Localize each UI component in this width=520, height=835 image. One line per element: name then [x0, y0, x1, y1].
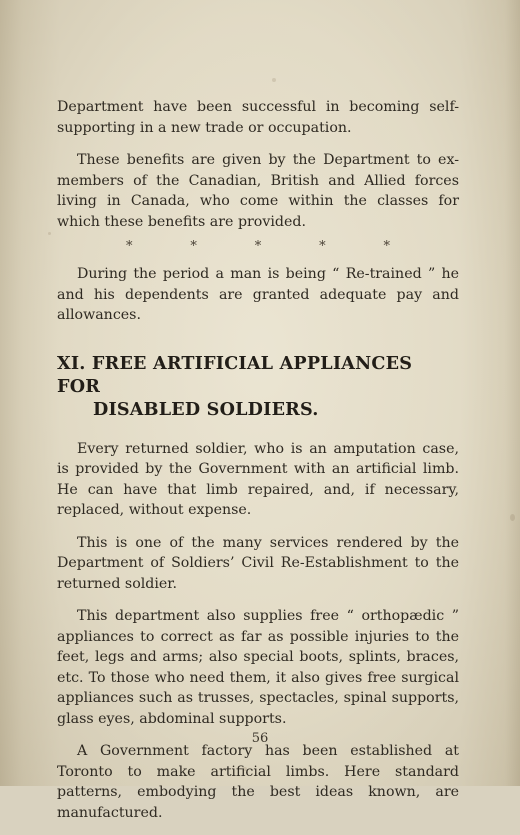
paper-stain: [510, 514, 515, 521]
heading-line-2: DISABLED SOLDIERS.: [93, 398, 319, 420]
paragraph-benefits: These benefits are given by the Department to ex-members of the Canadian, British and Allied forces living in Canada, who come within the classes for which these benefits are provided.: [57, 152, 459, 230]
paragraph-orthopaedic: This department also supplies free “ orthopædic ” appliances to correct as far as possible injuries to the feet, legs and arms; also special boots, splints, braces, etc. To those who need them, it also gives free surgical appliances such as trusses, spectacles, spinal supports, glass eyes, abdominal supports.: [57, 608, 459, 727]
paper-stain: [48, 232, 51, 235]
star-glyph: *: [319, 239, 326, 254]
star-glyph: *: [254, 239, 262, 254]
paragraph-intro: Department have been successful in becoming self-supporting in a new trade or occupation.: [57, 99, 459, 136]
star-glyph: *: [125, 239, 133, 254]
page-number: 56: [251, 731, 269, 746]
paragraph-factory: A Government factory has been established at Toronto to make artificial limbs. Here standard patterns, embodying the best ideas known, are manufactured.: [57, 743, 459, 821]
section-heading: [57, 352, 459, 421]
section-divider-stars: [57, 238, 459, 256]
page-body: [57, 97, 459, 835]
paragraph-amputation: Every returned soldier, who is an amputation case, is provided by the Government with an artificial limb. He can have that limb repaired, and, if necessary, replaced, without expense.: [57, 440, 459, 518]
paragraph-services: This is one of the many services rendered by the Department of Soldiers’ Civil Re-Establishment to the returned soldier.: [57, 534, 459, 592]
heading-line-1: XI. FREE ARTIFICIAL APPLIANCES FOR: [57, 352, 413, 397]
paper-stain: [272, 78, 276, 82]
paragraph-retrained: During the period a man is being “ Re-trained ” he and his dependents are granted adequate pay and allowances.: [57, 266, 459, 323]
star-glyph: *: [190, 239, 197, 254]
star-glyph: *: [383, 239, 390, 254]
